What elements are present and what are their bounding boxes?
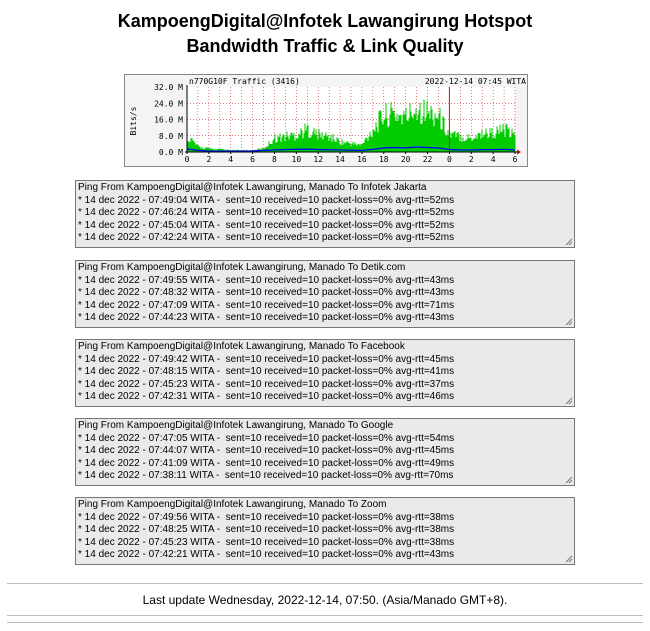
ping-panel-facebook[interactable] <box>75 339 575 407</box>
ping-row: * 14 dec 2022 - 07:47:09 WITA - sent=10 received=10 packet-loss=0% avg-rtt=71ms <box>78 299 455 311</box>
ping-row: * 14 dec 2022 - 07:47:05 WITA - sent=10 received=10 packet-loss=0% avg-rtt=54ms <box>78 432 455 444</box>
ping-row: * 14 dec 2022 - 07:49:04 WITA - sent=10 received=10 packet-loss=0% avg-rtt=52ms <box>78 194 455 206</box>
x-tick-label: 6 <box>250 155 256 164</box>
resize-grip-icon[interactable] <box>565 397 573 405</box>
ping-row: * 14 dec 2022 - 07:44:23 WITA - sent=10 received=10 packet-loss=0% avg-rtt=43ms <box>78 312 455 324</box>
ping-row: * 14 dec 2022 - 07:42:21 WITA - sent=10 received=10 packet-loss=0% avg-rtt=43ms <box>78 549 455 561</box>
ping-row: * 14 dec 2022 - 07:48:32 WITA - sent=10 received=10 packet-loss=0% avg-rtt=43ms <box>78 287 455 299</box>
resize-grip-icon[interactable] <box>565 318 573 326</box>
ping-row: * 14 dec 2022 - 07:44:07 WITA - sent=10 received=10 packet-loss=0% avg-rtt=45ms <box>78 445 455 457</box>
ping-row: * 14 dec 2022 - 07:45:23 WITA - sent=10 received=10 packet-loss=0% avg-rtt=37ms <box>78 378 455 390</box>
ping-row: * 14 dec 2022 - 07:41:09 WITA - sent=10 received=10 packet-loss=0% avg-rtt=49ms <box>78 457 455 469</box>
ping-row: * 14 dec 2022 - 07:48:25 WITA - sent=10 received=10 packet-loss=0% avg-rtt=38ms <box>78 524 455 536</box>
y-tick-label: 24.0 M <box>154 99 183 109</box>
ping-panel-header: Ping From KampoengDigital@Infotek Lawangirung, Manado To Facebook <box>78 341 405 352</box>
ping-row: * 14 dec 2022 - 07:49:55 WITA - sent=10 received=10 packet-loss=0% avg-rtt=43ms <box>78 274 455 286</box>
resize-grip-icon[interactable] <box>565 476 573 484</box>
x-tick-label: 14 <box>335 155 345 164</box>
x-tick-label: 0 <box>446 155 452 164</box>
x-tick-label: 10 <box>291 155 302 164</box>
page-subtitle: Bandwidth Traffic & Link Quality <box>186 36 464 56</box>
ping-panel-header: Ping From KampoengDigital@Infotek Lawangirung, Manado To Google <box>78 420 394 431</box>
ping-row: * 14 dec 2022 - 07:49:42 WITA - sent=10 received=10 packet-loss=0% avg-rtt=45ms <box>78 353 455 365</box>
ping-row: * 14 dec 2022 - 07:42:24 WITA - sent=10 received=10 packet-loss=0% avg-rtt=52ms <box>78 232 455 244</box>
ping-panel-header: Ping From KampoengDigital@Infotek Lawangirung, Manado To Infotek Jakarta <box>78 182 427 193</box>
traffic-graph <box>124 74 528 167</box>
divider <box>7 583 643 584</box>
ping-row: * 14 dec 2022 - 07:45:23 WITA - sent=10 received=10 packet-loss=0% avg-rtt=38ms <box>78 536 455 548</box>
ping-row: * 14 dec 2022 - 07:45:04 WITA - sent=10 received=10 packet-loss=0% avg-rtt=52ms <box>78 219 455 231</box>
divider <box>7 622 643 623</box>
y-tick-label: 8.0 M <box>158 131 183 141</box>
x-tick-label: 18 <box>378 155 389 164</box>
x-axis-arrow <box>517 150 521 155</box>
graph-y-label: Bits/s <box>129 106 138 136</box>
x-tick-label: 12 <box>313 155 324 164</box>
x-tick-label: 0 <box>184 155 190 164</box>
x-tick-label: 20 <box>400 155 411 164</box>
divider <box>7 615 643 616</box>
graph-title: n770G10F Traffic (3416) <box>189 77 300 86</box>
page-title: KampoengDigital@Infotek Lawangirung Hotspot <box>117 11 533 31</box>
ping-row: * 14 dec 2022 - 07:42:31 WITA - sent=10 received=10 packet-loss=0% avg-rtt=46ms <box>78 391 455 403</box>
x-tick-label: 4 <box>490 155 496 164</box>
ping-panel-header: Ping From KampoengDigital@Infotek Lawangirung, Manado To Detik.com <box>78 262 406 273</box>
ping-panel-zoom[interactable] <box>75 497 575 565</box>
ping-panel-detik[interactable] <box>75 260 575 328</box>
ping-row: * 14 dec 2022 - 07:48:15 WITA - sent=10 received=10 packet-loss=0% avg-rtt=41ms <box>78 366 455 378</box>
graph-timestamp: 2022-12-14 07:45 WITA <box>424 77 526 86</box>
x-tick-label: 2 <box>206 155 212 164</box>
ping-row: * 14 dec 2022 - 07:46:24 WITA - sent=10 received=10 packet-loss=0% avg-rtt=52ms <box>78 207 455 219</box>
ping-panel-infotek-jakarta[interactable] <box>75 180 575 248</box>
x-tick-label: 8 <box>272 155 277 164</box>
y-tick-label: 32.0 M <box>154 83 183 92</box>
resize-grip-icon[interactable] <box>565 555 573 563</box>
last-update-text: Last update Wednesday, 2022-12-14, 07:50. (Asia/Manado GMT+8). <box>142 593 508 607</box>
ping-row: * 14 dec 2022 - 07:38:11 WITA - sent=10 received=10 packet-loss=0% avg-rtt=70ms <box>78 470 454 482</box>
y-tick-label: 16.0 M <box>154 115 183 125</box>
x-tick-label: 2 <box>468 155 474 164</box>
x-tick-label: 6 <box>512 155 518 164</box>
y-tick-label: 0.0 M <box>158 148 183 157</box>
x-tick-label: 16 <box>357 155 367 164</box>
resize-grip-icon[interactable] <box>565 238 573 246</box>
ping-panel-google[interactable] <box>75 418 575 486</box>
ping-panel-header: Ping From KampoengDigital@Infotek Lawangirung, Manado To Zoom <box>78 499 387 510</box>
ping-row: * 14 dec 2022 - 07:49:56 WITA - sent=10 received=10 packet-loss=0% avg-rtt=38ms <box>78 511 455 523</box>
x-tick-label: 4 <box>228 155 234 164</box>
x-tick-label: 22 <box>422 155 433 164</box>
traffic-graph-svg <box>125 75 529 168</box>
